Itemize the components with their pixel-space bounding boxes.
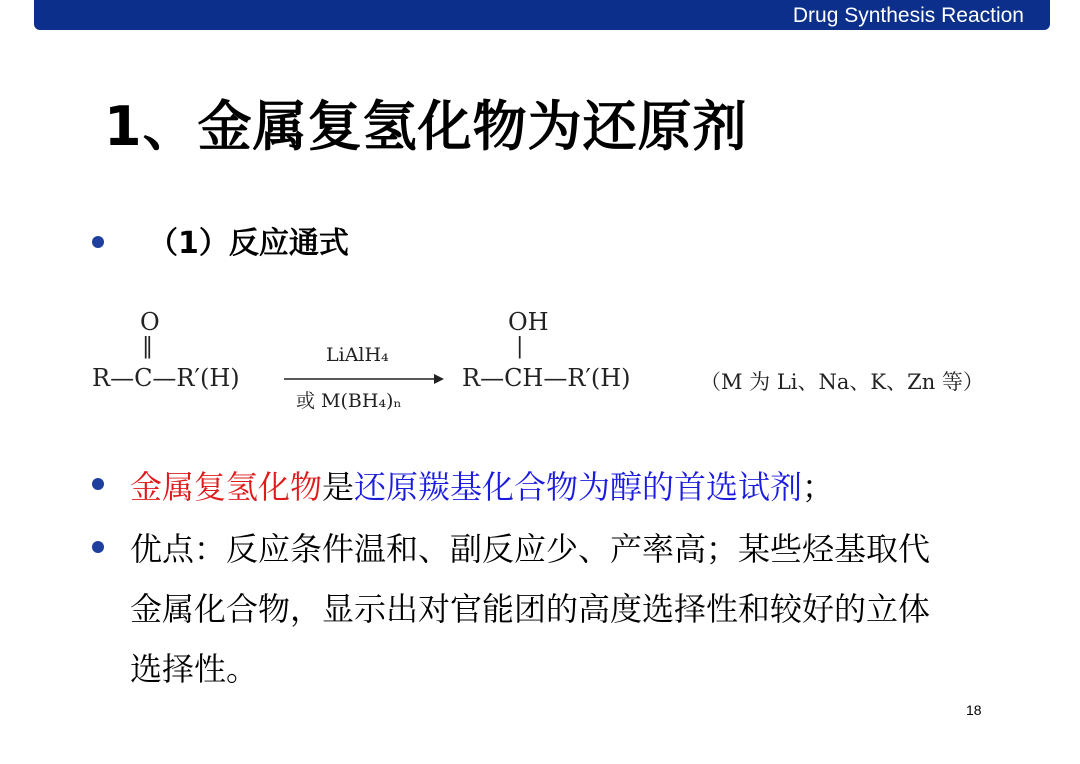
product-hydroxyl: OH [508,308,549,336]
bullet-dot-icon [92,478,104,490]
bullet-two-line3: 选择性。 [130,650,259,688]
bullet-two-line2: 金属化合物，显示出对官能团的高度选择性和较好的立体 [130,590,931,628]
text-plain: ； [802,468,835,506]
reaction-arrow-icon [284,372,444,386]
bullet-two-line1: 优点：反应条件温和、副反应少、产率高；某些烃基取代 [130,530,931,568]
product-formula: R—CH—R′(H) [462,364,631,392]
reagent-top: LiAlH₄ [326,344,389,366]
text-plain: 是 [322,468,355,506]
slide-title: 1、金属复氢化物为还原剂 [104,95,748,158]
highlight-blue: 还原羰基化合物为醇的首选试剂 [354,468,803,506]
header-bar [34,0,1050,30]
page-number: 18 [966,702,982,718]
bullet-one-text [130,462,834,508]
reactant-oxygen: O [140,308,160,336]
highlight-red: 金属复氢化物 [130,468,323,506]
reactant-double-bond: ‖ [142,334,153,359]
reagent-bottom: 或 M(BH₄)ₙ [296,390,402,412]
product-single-bond: | [516,334,524,359]
reaction-equation [88,300,1008,420]
metal-note: （M 为 Li、Na、K、Zn 等） [700,370,984,394]
reactant-formula: R—C—R′(H) [92,364,240,392]
bullet-dot-icon [92,236,104,248]
subheading: （1）反应通式 [148,226,349,261]
header-text: Drug Synthesis Reaction [792,4,1024,27]
bullet-dot-icon [92,541,104,553]
